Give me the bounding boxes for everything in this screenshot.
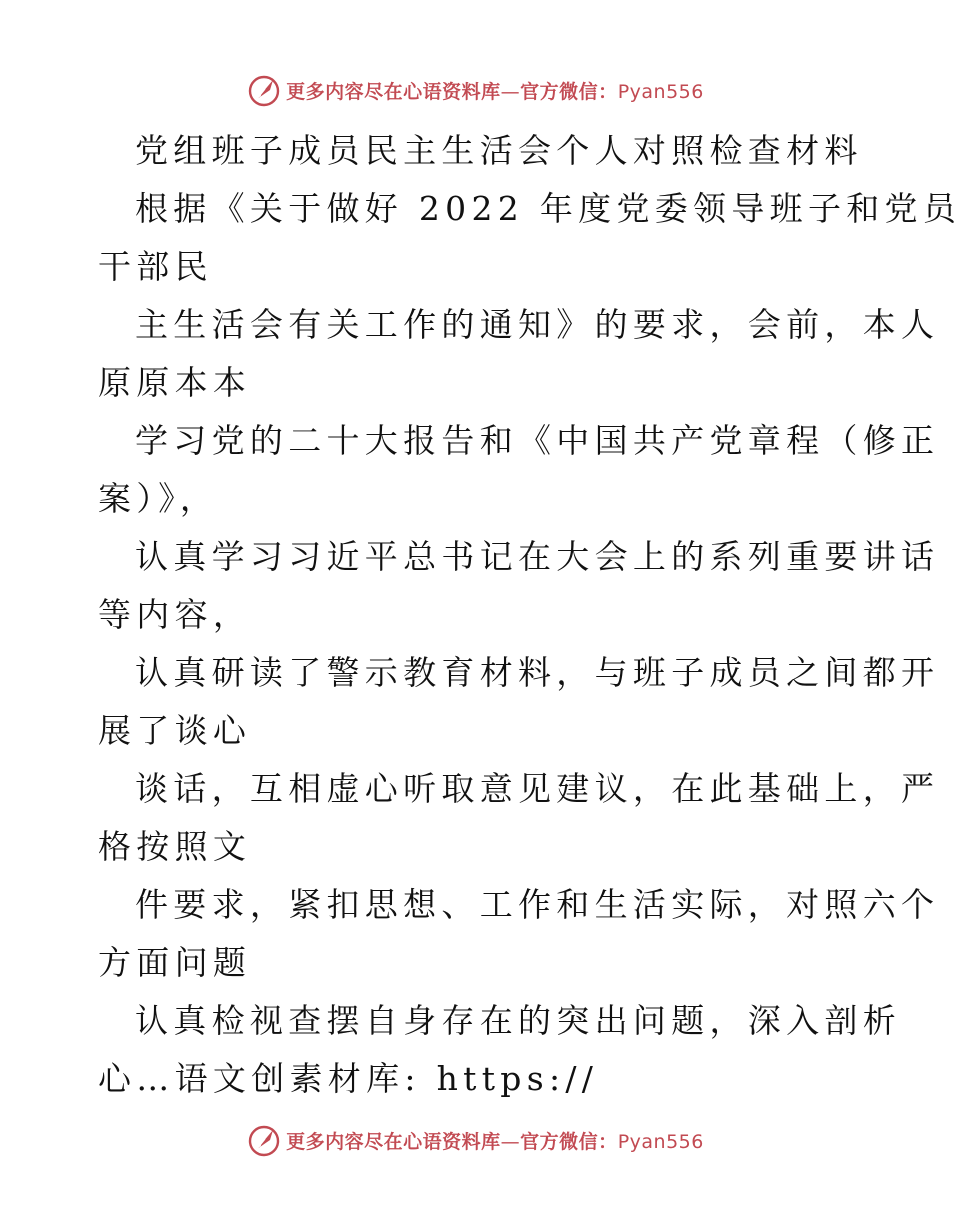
quill-pen-logo-icon [246, 1122, 282, 1158]
watermark-text [286, 77, 704, 104]
watermark-slogan: 更多内容尽在心语资料库 [286, 80, 501, 103]
paragraph-line: 展了谈心 [98, 711, 252, 750]
document-title: 党组班子成员民主生活会个人对照检查材料 [135, 131, 863, 170]
paragraph-line: 认真检视查摆自身存在的突出问题，深入剖析 [135, 1001, 901, 1040]
watermark-wechat-id: Pyan556 [617, 1130, 704, 1153]
watermark-wechat-label: 官方微信： [520, 80, 618, 103]
header-watermark [0, 70, 950, 110]
watermark-text [286, 1127, 704, 1154]
footer-watermark [0, 1120, 950, 1160]
paragraph-line: 认真研读了警示教育材料，与班子成员之间都开 [135, 653, 940, 692]
watermark-separator: — [500, 80, 521, 103]
paragraph-line: 等内容， [98, 595, 252, 634]
paragraph-line: 根据《关于做好 2022 年度党委领导班子和党员 [135, 189, 961, 228]
watermark-wechat-label: 官方微信： [520, 1130, 618, 1153]
document-body [98, 122, 961, 1108]
paragraph-line: 心…语文创素材库: https:// [98, 1059, 599, 1098]
paragraph-line: 学习党的二十大报告和《中国共产党章程（修正 [135, 421, 940, 460]
paragraph-line: 认真学习习近平总书记在大会上的系列重要讲话 [135, 537, 940, 576]
paragraph-line: 谈话，互相虚心听取意见建议，在此基础上，严 [135, 769, 940, 808]
watermark-separator: — [500, 1130, 521, 1153]
paragraph-line: 件要求，紧扣思想、工作和生活实际，对照六个 [135, 885, 940, 924]
paragraph-line: 干部民 [98, 247, 213, 286]
paragraph-line: 原原本本 [98, 363, 252, 402]
watermark-slogan: 更多内容尽在心语资料库 [286, 1130, 501, 1153]
paragraph-line: 案）》， [98, 479, 219, 518]
paragraph-line: 主生活会有关工作的通知》的要求，会前，本人 [135, 305, 940, 344]
paragraph-line: 方面问题 [98, 943, 252, 982]
paragraph-line: 格按照文 [98, 827, 252, 866]
quill-pen-logo-icon [246, 72, 282, 108]
watermark-wechat-id: Pyan556 [617, 80, 704, 103]
